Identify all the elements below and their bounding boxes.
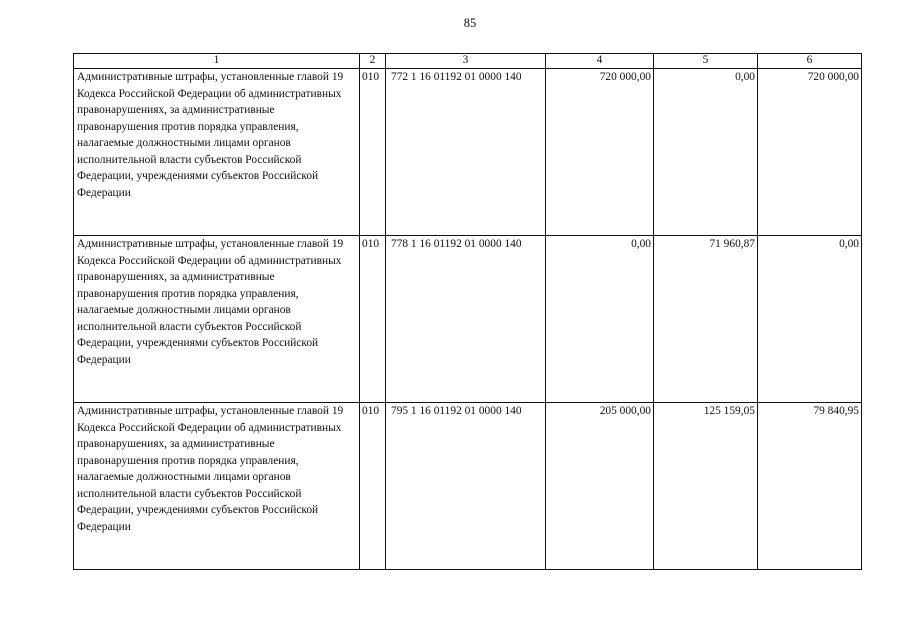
- amount-col6-cell: 0,00: [758, 236, 862, 403]
- amount-col6-cell: 79 840,95: [758, 403, 862, 570]
- budget-table: [73, 53, 862, 570]
- income-name: Административные штрафы, установленные главой 19 Кодекса Российской Федерации об административных правонарушениях, за административные правонарушения против порядка управления, налагаемые должностными лицами органов исполнительной власти субъектов Российской Федерации, учреждениями субъектов Российской Федерации: [77, 71, 344, 199]
- amount-col5-cell: 0,00: [654, 69, 758, 236]
- amount-col5-cell: 71 960,87: [654, 236, 758, 403]
- income-name: Административные штрафы, установленные главой 19 Кодекса Российской Федерации об административных правонарушениях, за административные правонарушения против порядка управления, налагаемые должностными лицами органов исполнительной власти субъектов Российской Федерации, учреждениями субъектов Российской Федерации: [77, 405, 344, 533]
- kbk-code-cell: 778 1 16 01192 01 0000 140: [386, 236, 546, 403]
- table-row: [74, 403, 862, 570]
- column-header: 1: [74, 54, 360, 69]
- column-header: 3: [386, 54, 546, 69]
- kbk-code-cell: 772 1 16 01192 01 0000 140: [386, 69, 546, 236]
- amount-col5-cell: 125 159,05: [654, 403, 758, 570]
- table-header-row: [74, 54, 862, 69]
- amount-col4-cell: 205 000,00: [546, 403, 654, 570]
- income-name-cell: [74, 69, 360, 236]
- column-header: 5: [654, 54, 758, 69]
- column-header: 2: [360, 54, 386, 69]
- line-code-cell: 010: [360, 236, 386, 403]
- amount-col6-cell: 720 000,00: [758, 69, 862, 236]
- kbk-code-cell: 795 1 16 01192 01 0000 140: [386, 403, 546, 570]
- page-number: 85: [463, 16, 477, 30]
- income-name-cell: [74, 236, 360, 403]
- amount-col4-cell: 0,00: [546, 236, 654, 403]
- amount-col4-cell: 720 000,00: [546, 69, 654, 236]
- income-name: Административные штрафы, установленные главой 19 Кодекса Российской Федерации об административных правонарушениях, за административные правонарушения против порядка управления, налагаемые должностными лицами органов исполнительной власти субъектов Российской Федерации, учреждениями субъектов Российской Федерации: [77, 238, 344, 366]
- line-code-cell: 010: [360, 403, 386, 570]
- line-code-cell: 010: [360, 69, 386, 236]
- income-name-cell: [74, 403, 360, 570]
- column-header: 4: [546, 54, 654, 69]
- table-row: [74, 69, 862, 236]
- table-row: [74, 236, 862, 403]
- column-header: 6: [758, 54, 862, 69]
